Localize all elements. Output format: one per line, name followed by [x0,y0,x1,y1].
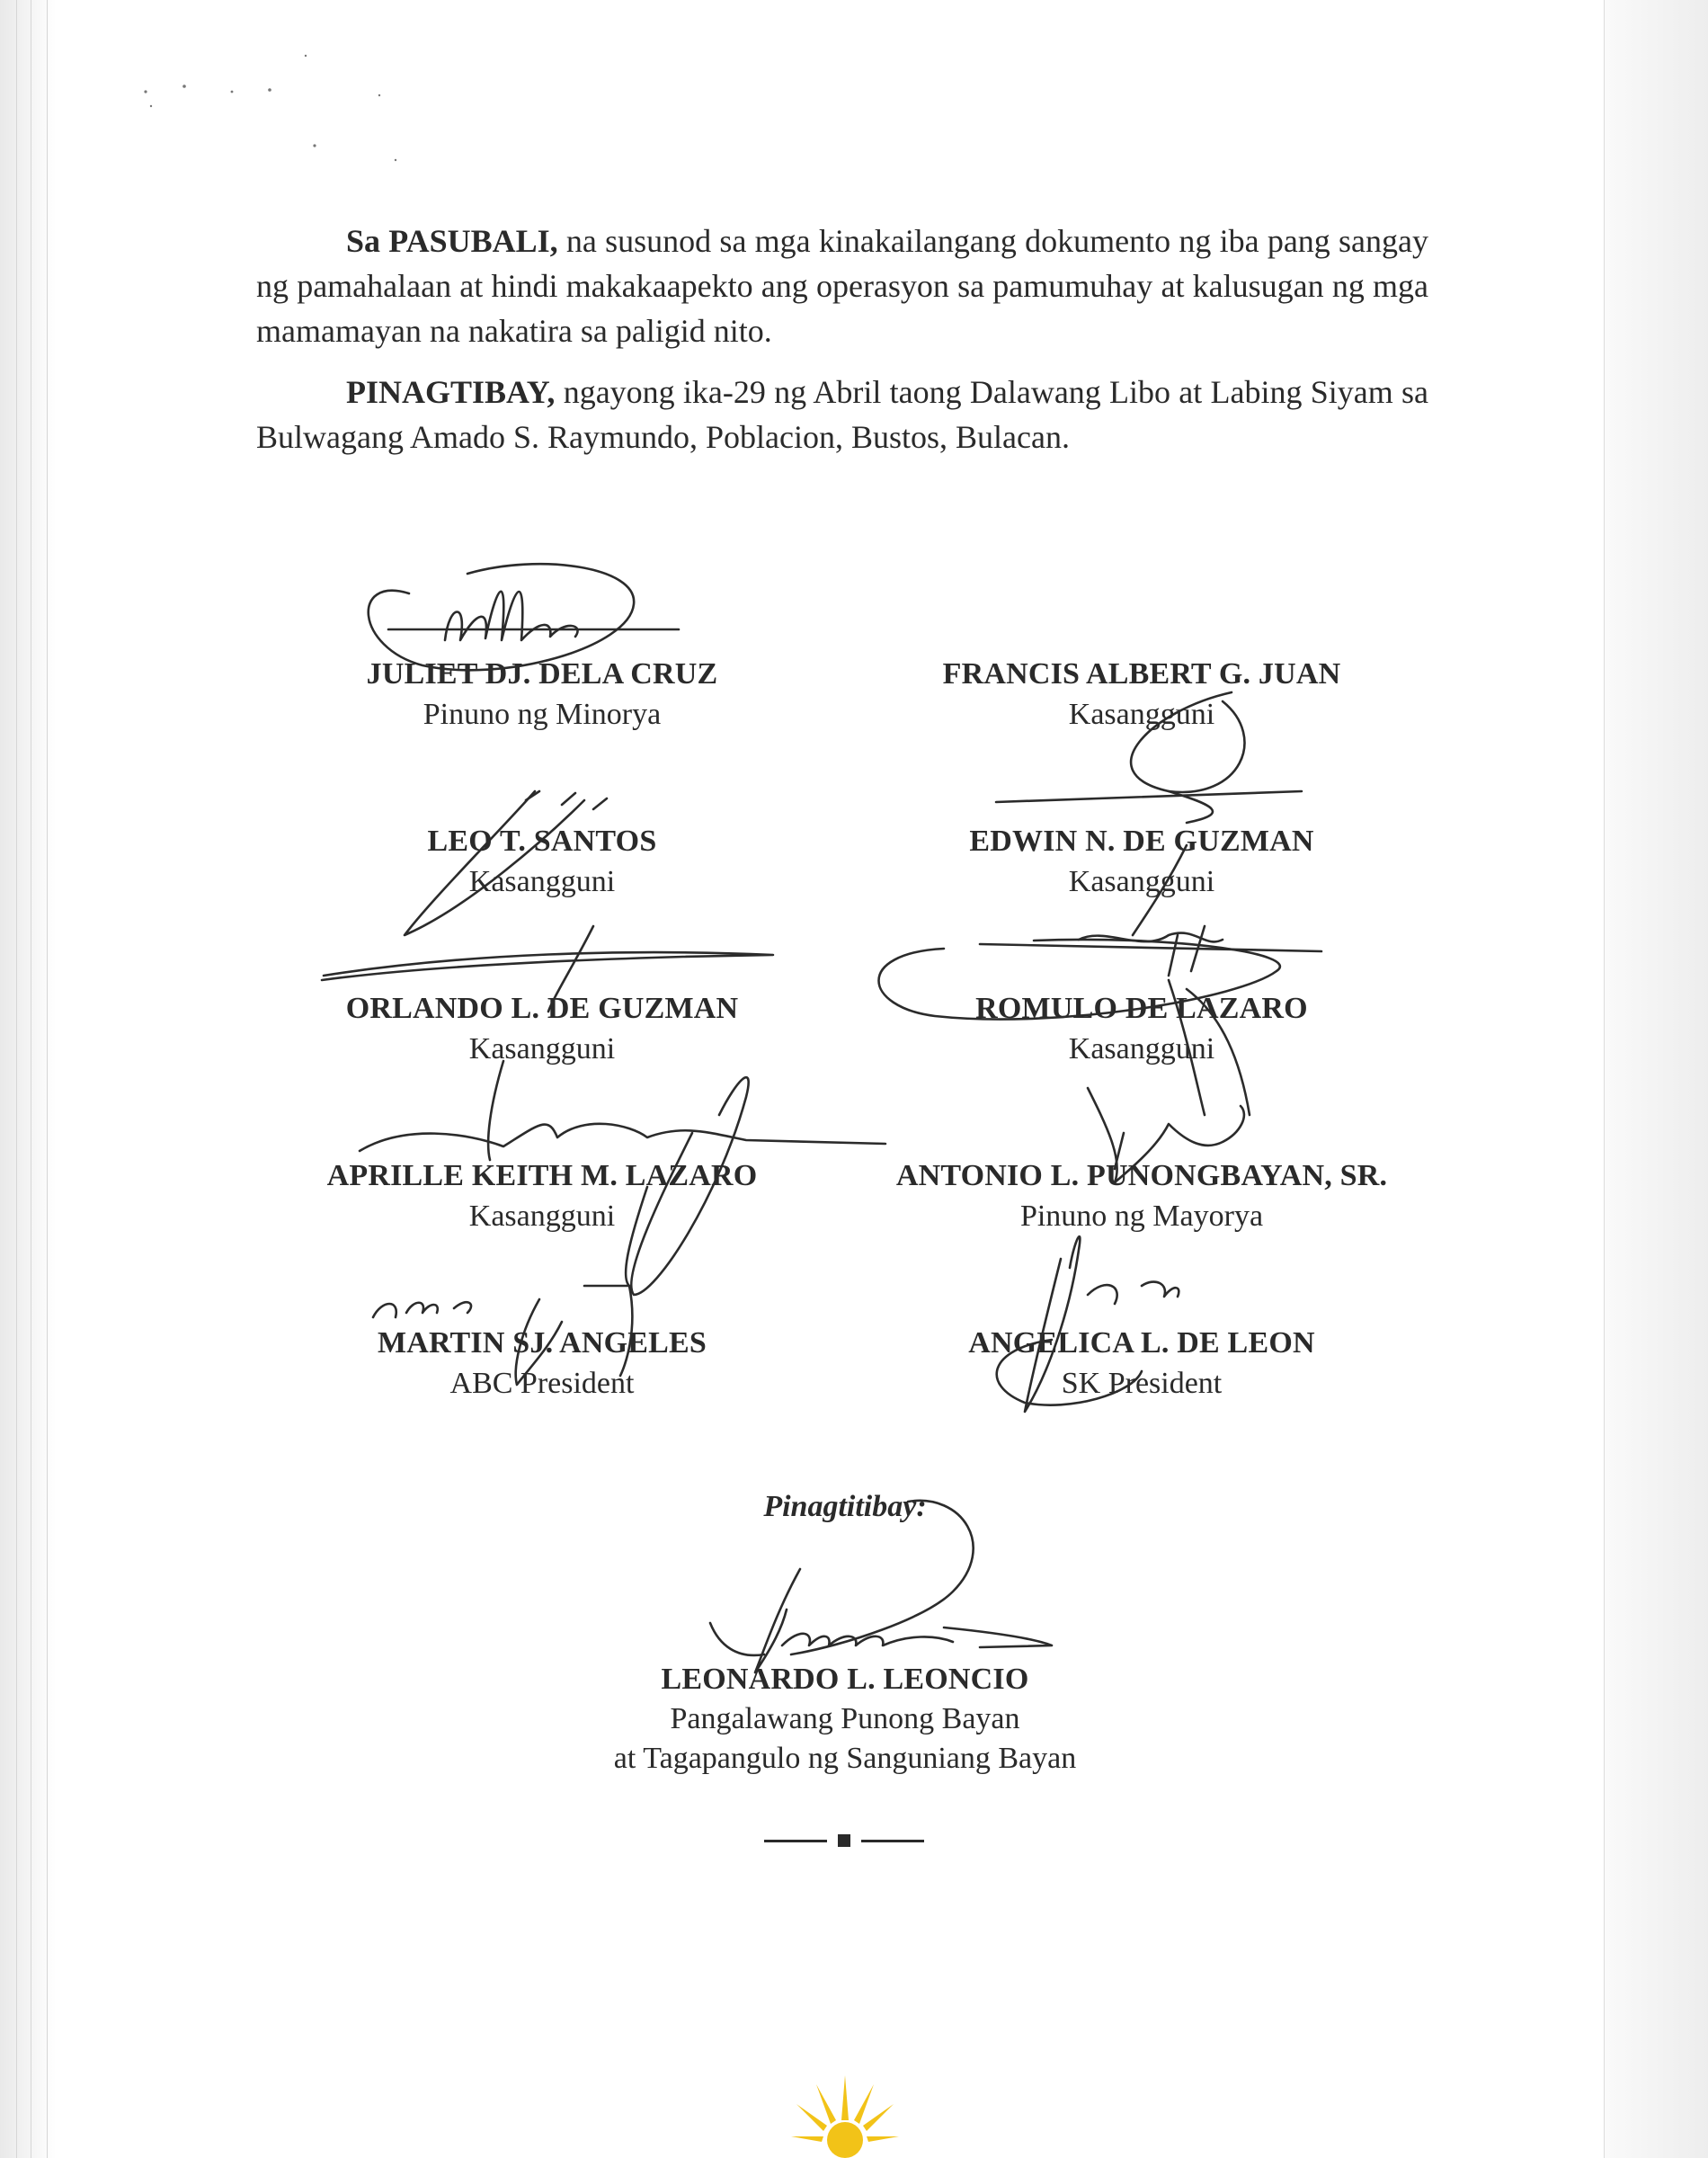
signature-scribble [710,1623,764,1655]
signatory-title: Kasangguni [1068,865,1215,898]
presiding-officer-title-continued: at Tagapangulo ng Sanguniang Bayan [613,1742,1077,1775]
signatory-block [263,989,821,1070]
signature-scribble [526,791,607,809]
signatory-name: ROMULO DE LAZARO [975,992,1308,1025]
scan-edge-line [16,0,17,2158]
signature-scribble [445,592,578,640]
signatory-block [863,1156,1420,1237]
signature-scribble [322,952,773,980]
signatory-block [263,822,821,903]
attestation-label: Pinagtitibay: [763,1490,927,1523]
scan-specks [135,45,405,171]
signatory-name: ANGELICA L. DE LEON [968,1326,1315,1360]
end-mark-line [861,1840,924,1842]
approval-lead: PINAGTIBAY, [346,374,556,410]
signature-scribble [980,944,1321,951]
signatory-title: SK President [1061,1367,1223,1400]
signatory-name: FRANCIS ALBERT G. JUAN [942,657,1341,691]
signatory-title: Pinuno ng Mayorya [1019,1199,1264,1233]
signature-scribble [755,1569,800,1672]
signatory-block [863,989,1420,1070]
signature-scribble [782,1634,953,1645]
signatory-name: ORLANDO L. DE GUZMAN [345,992,739,1025]
presiding-officer-name: LEONARDO L. LEONCIO [661,1663,1029,1696]
signature-scribble [1088,1282,1179,1304]
signatory-title: ABC President [449,1367,635,1400]
scan-edge-line [47,0,48,2158]
signatory-name: ANTONIO L. PUNONGBAYAN, SR. [895,1159,1388,1192]
approval-text: ngayong ika-29 ng Abril taong Dalawang Libo at Labing Siyam sa Bulwagang Amado S. Raymundo, Poblacion, Bustos, Bulacan. [256,374,1429,455]
presiding-officer-title: Pangalawang Punong Bayan [670,1702,1020,1735]
signatory-block [863,822,1420,903]
signatory-title: Kasangguni [1068,1032,1215,1066]
signatory-title: Kasangguni [1068,698,1215,731]
signatory-name: LEO T. SANTOS [427,825,657,858]
approval-paragraph [256,370,1428,459]
signatory-title: Kasangguni [468,865,616,898]
signatory-title: Pinuno ng Minorya [423,698,662,731]
signatory-name: APRILLE KEITH M. LAZARO [326,1159,758,1192]
signatory-name: MARTIN SJ. ANGELES [377,1326,707,1360]
end-mark-line [764,1840,827,1842]
scan-right-edge [1604,0,1708,2158]
proviso-lead: Sa PASUBALI, [346,223,558,259]
proviso-paragraph [256,218,1428,353]
proviso-text: na susunod sa mga kinakailangang dokumento ng iba pang sangay ng pamahalaan at hindi makakaapekto ang operasyon sa pamumuhay at kalusugan ng mga mamamayan na nakatira sa paligid nito. [256,223,1429,349]
signatory-block [263,655,821,736]
signature-scribble [1169,926,1205,976]
signatory-block [863,655,1420,736]
signature-scribble [1169,791,1213,823]
signature-scribble [944,1627,1052,1647]
signatory-block [863,1324,1420,1404]
signature-scribble [360,1124,885,1151]
sun-emblem-icon [791,2068,899,2158]
signature-scribble [488,1061,503,1160]
end-of-document-mark [764,1832,926,1850]
signatory-title: Kasangguni [468,1199,616,1233]
signatory-block [263,1324,821,1404]
end-mark-square [838,1834,850,1847]
signature-scribble [1079,933,1223,942]
signature-scribble [373,1302,471,1317]
signatory-block [263,1156,821,1237]
signatory-name: JULIET DJ. DELA CRUZ [366,657,718,691]
signatory-title: Kasangguni [468,1032,616,1066]
signatory-name: EDWIN N. DE GUZMAN [969,825,1314,858]
signature-scribble [996,791,1302,802]
presiding-officer-block [530,1660,1160,1779]
